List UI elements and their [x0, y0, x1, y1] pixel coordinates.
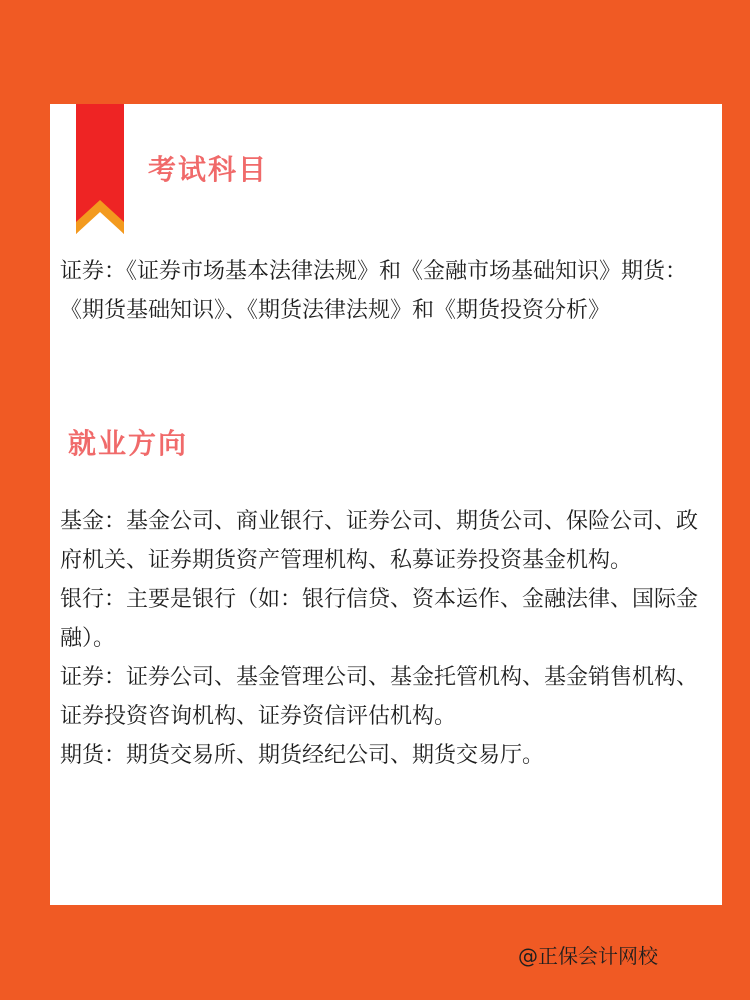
exam-subjects-title: 考试科目 [148, 153, 269, 186]
exam-subjects-text: 证券：《证券市场基本法律法规》和《金融市场基础知识》期货：《期货基础知识》、《期货法律法规》和《期货投资分析》 [60, 259, 688, 323]
career-securities: 证券：证券公司、基金管理公司、基金托管机构、基金销售机构、证券投资咨询机构、证券资信评估机构。 [60, 665, 699, 729]
career-list [60, 502, 716, 775]
career-fund: 基金：基金公司、商业银行、证券公司、期货公司、保险公司、政府机关、证券期货资产管理机构、私募证券投资基金机构。 [60, 509, 699, 573]
bookmark-ribbon-icon [76, 104, 124, 234]
career-bank: 银行：主要是银行（如：银行信贷、资本运作、金融法律、国际金融）。 [60, 587, 699, 651]
content-card [50, 104, 722, 905]
career-futures: 期货：期货交易所、期货经纪公司、期货交易厅。 [60, 743, 545, 768]
career-directions-title: 就业方向 [68, 427, 189, 460]
watermark-text: @正保会计网校 [518, 944, 658, 968]
